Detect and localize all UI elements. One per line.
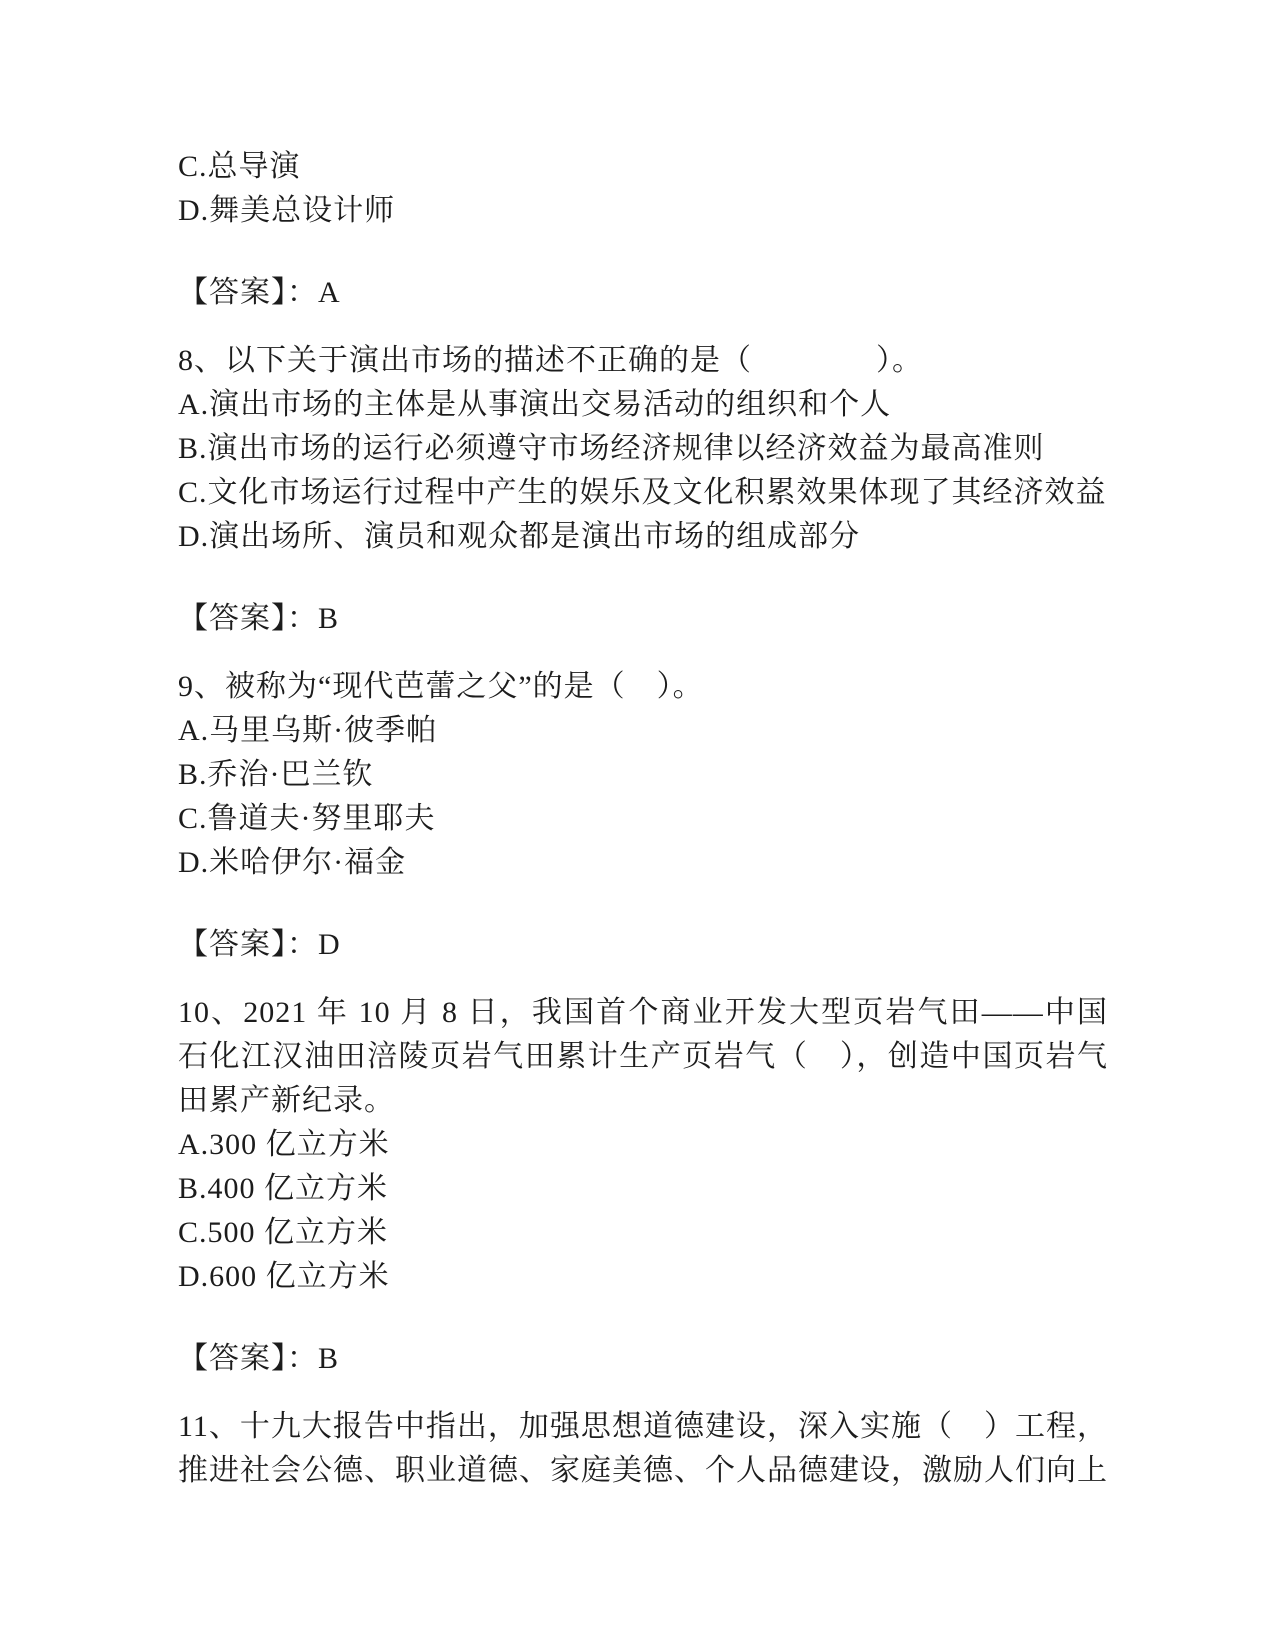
question-10-option-c: C.500 亿立方米 bbox=[178, 1216, 389, 1249]
question-8-option-a: A.演出市场的主体是从事演出交易活动的组织和个人 bbox=[178, 388, 892, 421]
question-10-option-a: A.300 亿立方米 bbox=[178, 1128, 390, 1161]
question-8-stem: 8、以下关于演出市场的描述不正确的是（ ）。 bbox=[178, 344, 923, 377]
question-10-option-b: B.400 亿立方米 bbox=[178, 1172, 389, 1205]
question-7-fragment bbox=[178, 145, 1108, 315]
question-9-option-b: B.乔治·巴兰钦 bbox=[178, 758, 374, 791]
question-8-answer: 【答案】：B bbox=[178, 602, 340, 635]
question-9-option-a: A.马里乌斯·彼季帕 bbox=[178, 714, 438, 747]
question-9-option-c: C.鲁道夫·努里耶夫 bbox=[178, 802, 436, 835]
question-8-option-b: B.演出市场的运行必须遵守市场经济规律以经济效益为最高准则 bbox=[178, 432, 1045, 465]
page-content bbox=[178, 145, 1108, 1493]
question-10-option-d: D.600 亿立方米 bbox=[178, 1260, 390, 1293]
question-10-answer: 【答案】：B bbox=[178, 1342, 340, 1375]
question-7-answer: 【答案】：A bbox=[178, 276, 341, 309]
question-7-option-c: C.总导演 bbox=[178, 150, 301, 183]
question-9-answer: 【答案】：D bbox=[178, 928, 341, 961]
question-9-option-d: D.米哈伊尔·福金 bbox=[178, 846, 407, 879]
question-9 bbox=[178, 665, 1108, 967]
question-8 bbox=[178, 339, 1108, 641]
question-8-option-c: C.文化市场运行过程中产生的娱乐及文化积累效果体现了其经济效益 bbox=[178, 476, 1107, 509]
question-11-stem: 11、十九大报告中指出，加强思想道德建设，深入实施（ ）工程，推进社会公德、职业道德、家庭美德、个人品德建设，激励人们向上 bbox=[178, 1410, 1108, 1487]
question-7-option-d: D.舞美总设计师 bbox=[178, 194, 396, 227]
question-10-stem: 10、2021 年 10 月 8 日，我国首个商业开发大型页岩气田——中国石化江汉油田涪陵页岩气田累计生产页岩气（ ），创造中国页岩气田累产新纪录。 bbox=[178, 996, 1108, 1117]
question-11 bbox=[178, 1405, 1108, 1493]
question-10 bbox=[178, 991, 1108, 1381]
question-9-stem: 9、被称为“现代芭蕾之父”的是（ ）。 bbox=[178, 670, 704, 703]
question-8-option-d: D.演出场所、演员和观众都是演出市场的组成部分 bbox=[178, 520, 861, 553]
